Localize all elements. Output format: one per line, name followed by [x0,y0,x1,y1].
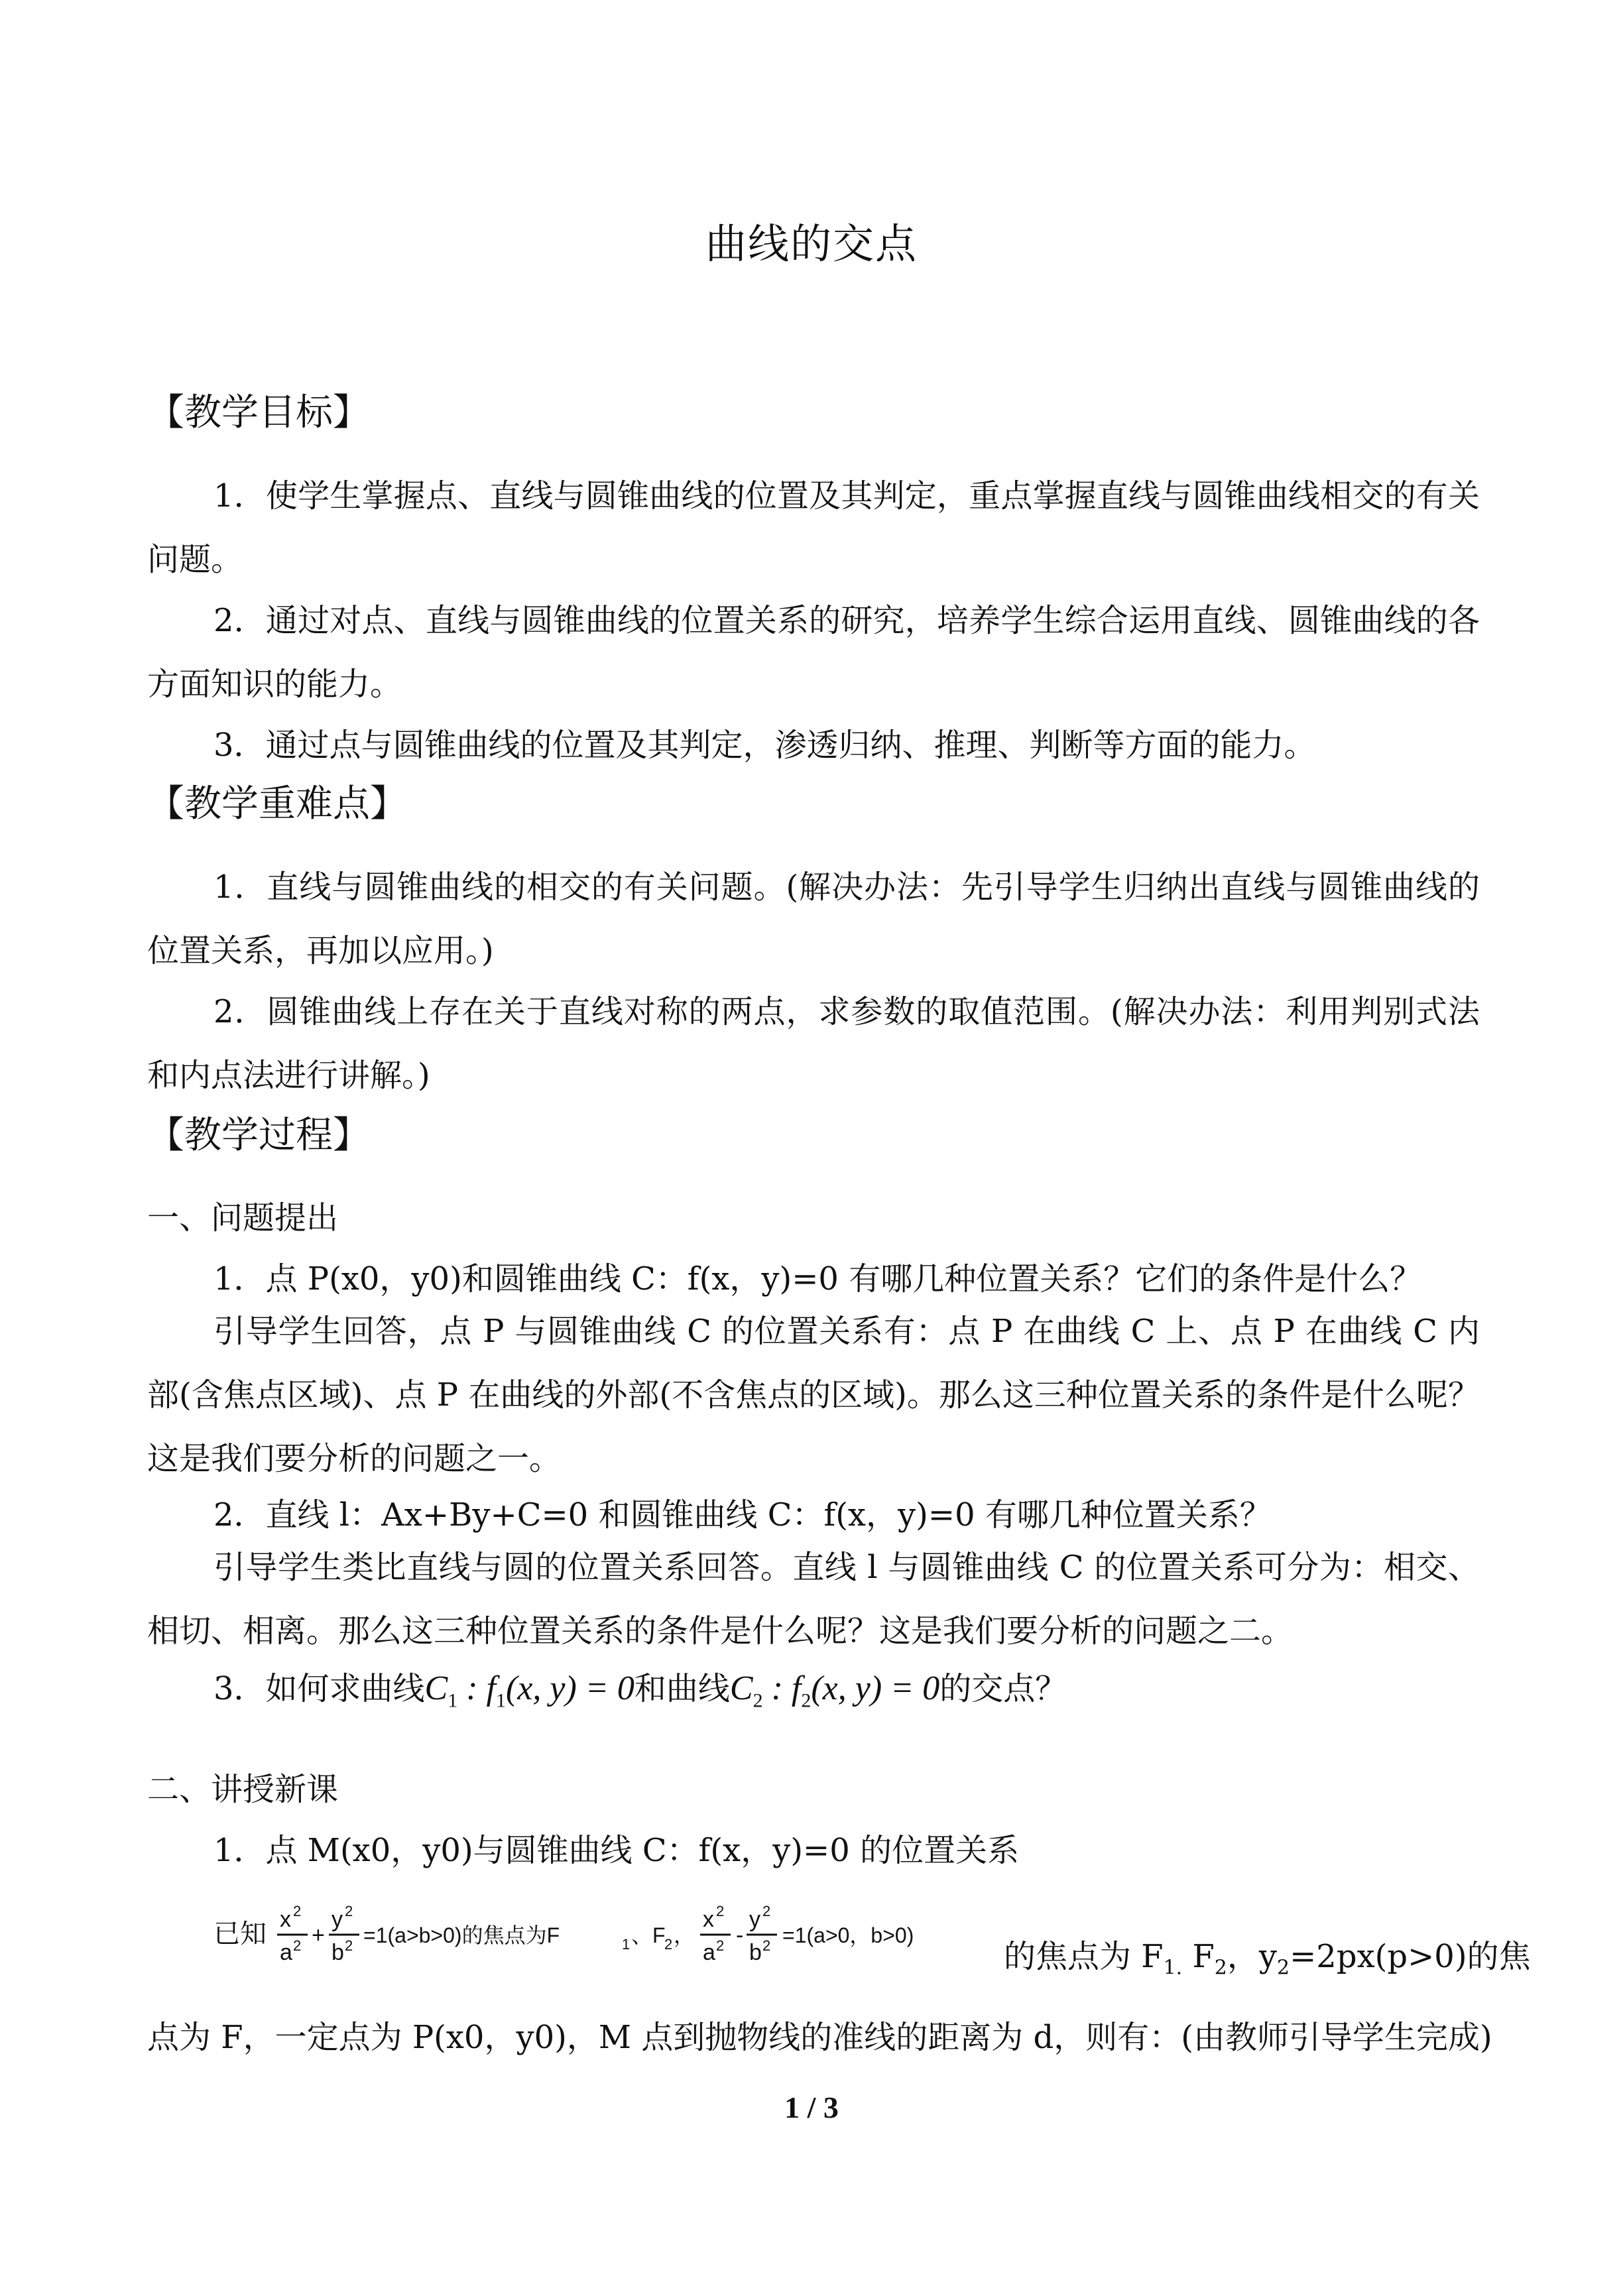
formula-sq: 2 [716,1903,725,1919]
q3-f1-sub: 1 [496,1689,506,1712]
answer-1: 引导学生回答，点 P 与圆锥曲线 C 的位置关系有：点 P 在曲线 C 上、点 P 在曲线 C 内部(含焦点区域)、点 P 在曲线的外部(不含焦点的区域)。那么这三种位置关系的条件是什么呢？这是我们要分析的问题之一。 [147,1313,1480,1477]
formula-f1-sub: 1 [622,1936,631,1953]
formula-sq: 2 [345,1937,353,1954]
q3-suffix: 的交点？ [939,1670,1067,1707]
formula-sq: 2 [293,1903,302,1919]
q3-mid: 和曲线 [634,1670,730,1707]
formula-tail-text: 的焦点为 F [1004,1938,1164,1975]
tail-sub-1: 1. [1163,1956,1183,1980]
formula-a: a [703,1940,715,1965]
question-1: 1．点 P(x0，y0)和圆锥曲线 C：f(x，y)=0 有哪几种位置关系？它们的条件是什么？ [213,1260,1422,1298]
formula-tail [1004,1931,1531,1980]
formula-a: a [280,1940,292,1965]
tail-rest: ，y [1227,1938,1277,1975]
formula-hyper-cond: =1(a>0，b>0) [782,1923,914,1947]
tail-mid: F [1182,1938,1215,1975]
formula-sq: 2 [293,1937,302,1954]
formula-b: b [331,1940,344,1965]
tail-end: =2px(p>0)的焦 [1290,1938,1531,1975]
formula-sq: 2 [762,1903,771,1919]
formula-sq: 2 [762,1937,771,1954]
q3-curve2 [729,1669,940,1712]
formula-b: b [749,1940,762,1965]
formula-sq: 2 [345,1903,353,1919]
part2-title: 二、讲授新课 [147,1771,339,1808]
formula-ellipse-cond: =1(a>b>0)的焦点为F [363,1923,560,1947]
question-2: 2．直线 l：Ax+By+C=0 和圆锥曲线 C：f(x，y)=0 有哪几种位置关系？ [213,1496,1272,1534]
section-heading-process: 【教学过程】 [147,1114,370,1157]
formula-x: x [280,1907,291,1932]
formula-y: y [331,1907,343,1932]
page-number: 1 / 3 [784,2090,839,2124]
teaching-item-1: 1．点 M(x0，y0)与圆锥曲线 C：f(x，y)=0 的位置关系 [213,1832,1020,1869]
q3-c1-sub: 1 [448,1689,458,1712]
q3-f2: : f [762,1669,802,1707]
document-title: 曲线的交点 [705,219,918,268]
goal-item-1: 1．使学生掌握点、直线与圆锥曲线的位置及其判定，重点掌握直线与圆锥曲线相交的有关问题。 [147,477,1480,578]
q3-prefix: 3．如何求曲线 [213,1670,425,1707]
formula-minus: - [736,1923,744,1948]
q3-f2-sub: 2 [801,1689,812,1712]
tail-sub-3: 2 [1276,1956,1290,1980]
conic-formula-image [213,1902,989,1965]
formula-y: y [749,1907,760,1932]
formula-f2-sub: 2 [664,1936,673,1953]
formula-sq: 2 [716,1937,725,1954]
formula-sep: 、F [631,1923,666,1947]
tail-sub-2: 2 [1214,1956,1227,1980]
goal-item-3: 3．通过点与圆锥曲线的位置及其判定，渗透归纳、推理、判断等方面的能力。 [213,727,1316,764]
question-3 [213,1663,1067,1712]
section-heading-key-points: 【教学重难点】 [147,782,407,825]
q3-f1: : f [457,1669,496,1707]
goal-item-2: 2．通过对点、直线与圆锥曲线的位置关系的研究，培养学生综合运用直线、圆锥曲线的各方面知识的能力。 [147,602,1480,703]
q3-f1-args: (x, y) = 0 [506,1669,634,1707]
formula-x: x [703,1907,714,1932]
last-line: 点为 F，一定点为 P(x0，y0)，M 点到抛物线的准线的距离为 d，则有：(由教师引导学生完成) [147,2019,1492,2056]
formula-prefix: 已知 [213,1919,267,1949]
key-point-item-2: 2．圆锥曲线上存在关于直线对称的两点，求参数的取值范围。(解决办法：利用判别式法和内点法进行讲解。) [147,993,1480,1094]
formula-comma: ， [674,1923,695,1947]
part1-title: 一、问题提出 [147,1199,339,1237]
q3-curve1 [424,1669,634,1712]
q3-c2: C [729,1669,753,1707]
section-heading-goals: 【教学目标】 [147,391,370,434]
key-point-item-1: 1．直线与圆锥曲线的相交的有关问题。(解决办法：先引导学生归纳出直线与圆锥曲线的位置关系，再加以应用。) [147,869,1480,969]
formula-plus: + [312,1923,325,1948]
answer-2: 引导学生类比直线与圆的位置关系回答。直线 l 与圆锥曲线 C 的位置关系可分为：相交、相切、相离。那么这三种位置关系的条件是什么呢？这是我们要分析的问题之二。 [147,1549,1480,1650]
q3-c1: C [424,1669,448,1707]
q3-f2-args: (x, y) = 0 [811,1669,940,1707]
q3-c2-sub: 2 [752,1689,763,1712]
